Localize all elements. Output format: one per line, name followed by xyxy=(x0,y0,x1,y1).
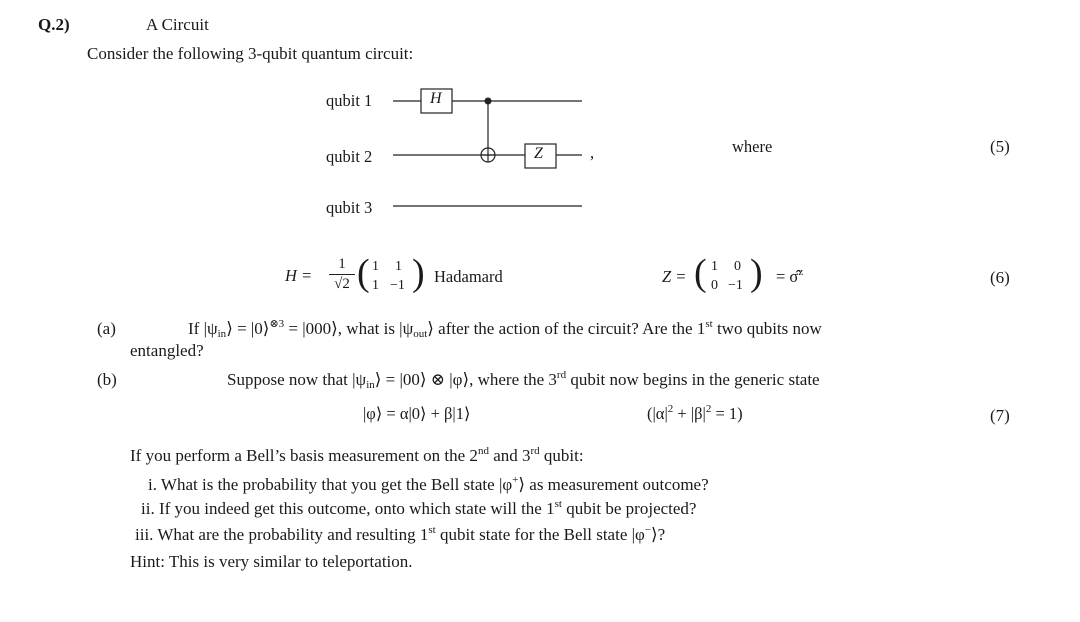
part-a-text-3: = |000⟩, what is |ψ xyxy=(284,319,414,338)
where-text: where xyxy=(732,137,773,156)
part-b-label: (b) xyxy=(97,370,117,389)
question-title: A Circuit xyxy=(146,15,209,34)
item3-text-3: ⟩? xyxy=(651,525,666,544)
question-item-3 xyxy=(135,525,665,545)
z-m12: 0 xyxy=(734,259,741,274)
hint-text: Hint: This is very similar to teleportation. xyxy=(130,552,413,571)
h-fraction xyxy=(329,256,355,293)
norm-text-1: (|α| xyxy=(647,404,668,423)
item2-text-1: ii. If you indeed get this outcome, onto which state will the 1 xyxy=(141,499,555,518)
part-a-line1 xyxy=(188,319,822,339)
h-m22: −1 xyxy=(390,278,405,293)
eq-generic-state: |φ⟩ = α|0⟩ + β|1⟩ xyxy=(363,404,471,423)
measure-text-2: and 3 xyxy=(488,446,531,465)
norm-sup-2: 2 xyxy=(705,403,712,415)
z-rhs-sup: z xyxy=(798,266,804,278)
z-gate-label: Z xyxy=(534,145,543,162)
equation-number-7: (7) xyxy=(990,406,1010,425)
z-rhs-text: = σ̂ xyxy=(776,267,799,286)
h-m21: 1 xyxy=(372,278,379,293)
measurement-intro xyxy=(130,446,584,466)
part-a-label: (a) xyxy=(97,319,116,338)
part-b-sub-in: in xyxy=(366,379,375,391)
z-matrix: ( 1 0 0 −1 ) xyxy=(694,252,763,294)
z-lhs: Z = xyxy=(662,267,687,286)
item3-sup-2: − xyxy=(644,524,652,536)
measure-sup-nd: nd xyxy=(477,445,489,457)
measure-text-3: qubit: xyxy=(539,446,584,465)
part-a-text-5: two qubits now xyxy=(712,319,822,338)
part-b-line1 xyxy=(227,370,820,390)
question-intro: Consider the following 3-qubit quantum circuit: xyxy=(87,44,414,63)
item2-text-2: qubit be projected? xyxy=(561,499,697,518)
item1-text-1: i. What is the probability that you get the Bell state |φ xyxy=(148,475,513,494)
norm-sup-1: 2 xyxy=(667,403,674,415)
question-item-1 xyxy=(148,475,709,495)
h-m12: 1 xyxy=(395,259,402,274)
h-matrix: ( 1 1 1 −1 ) xyxy=(357,252,425,294)
part-a-sup-tensor: ⊗3 xyxy=(269,318,285,330)
circuit-trailing-comma: , xyxy=(590,143,595,162)
h-frac-den: √2 xyxy=(329,274,355,293)
norm-text-2: + |β| xyxy=(673,404,706,423)
measure-text-1: If you perform a Bell’s basis measurement on the 2 xyxy=(130,446,478,465)
h-lhs: H = xyxy=(285,266,313,285)
qubit-2-label: qubit 2 xyxy=(326,147,373,166)
equation-number-6: (6) xyxy=(990,268,1010,287)
part-b-text-1: Suppose now that |ψ xyxy=(227,370,367,389)
z-rhs xyxy=(776,267,803,287)
part-a-sub-in: in xyxy=(217,328,227,340)
z-m22: −1 xyxy=(728,278,743,293)
item3-text-2: qubit state for the Bell state |φ xyxy=(435,525,645,544)
item3-sup: st xyxy=(428,524,436,536)
qubit-3-label: qubit 3 xyxy=(326,198,373,217)
quantum-circuit-diagram xyxy=(0,0,1080,240)
item1-sup: + xyxy=(512,474,519,486)
h-m11: 1 xyxy=(372,259,379,274)
h-frac-num: 1 xyxy=(338,256,346,272)
z-m21: 0 xyxy=(711,278,718,293)
h-gate-label: H xyxy=(430,90,442,107)
part-a-text-2: ⟩ = |0⟩ xyxy=(226,319,270,338)
part-b-sup-rd: rd xyxy=(556,369,567,381)
question-number: Q.2) xyxy=(38,15,70,34)
equation-number-5: (5) xyxy=(990,137,1010,156)
part-b-text-3: qubit now begins in the generic state xyxy=(566,370,820,389)
item2-sup: st xyxy=(554,498,562,510)
part-a-line2: entangled? xyxy=(130,341,204,360)
part-b-text-2: ⟩ = |00⟩ ⊗ |φ⟩, where the 3 xyxy=(374,370,557,389)
question-item-2 xyxy=(141,499,696,519)
item3-text-1: iii. What are the probability and resulting 1 xyxy=(135,525,429,544)
part-a-sup-st: st xyxy=(705,318,713,330)
part-a-sub-out: out xyxy=(413,328,428,340)
measure-sup-rd: rd xyxy=(530,445,540,457)
item1-text-2: ⟩ as measurement outcome? xyxy=(518,475,709,494)
norm-text-3: = 1) xyxy=(711,404,743,423)
part-a-text-4: ⟩ after the action of the circuit? Are the 1 xyxy=(427,319,706,338)
eq-normalization xyxy=(647,404,743,424)
qubit-1-label: qubit 1 xyxy=(326,91,373,110)
hadamard-name: Hadamard xyxy=(434,267,503,286)
part-a-text-1: If |ψ xyxy=(188,319,218,338)
z-m11: 1 xyxy=(711,259,718,274)
